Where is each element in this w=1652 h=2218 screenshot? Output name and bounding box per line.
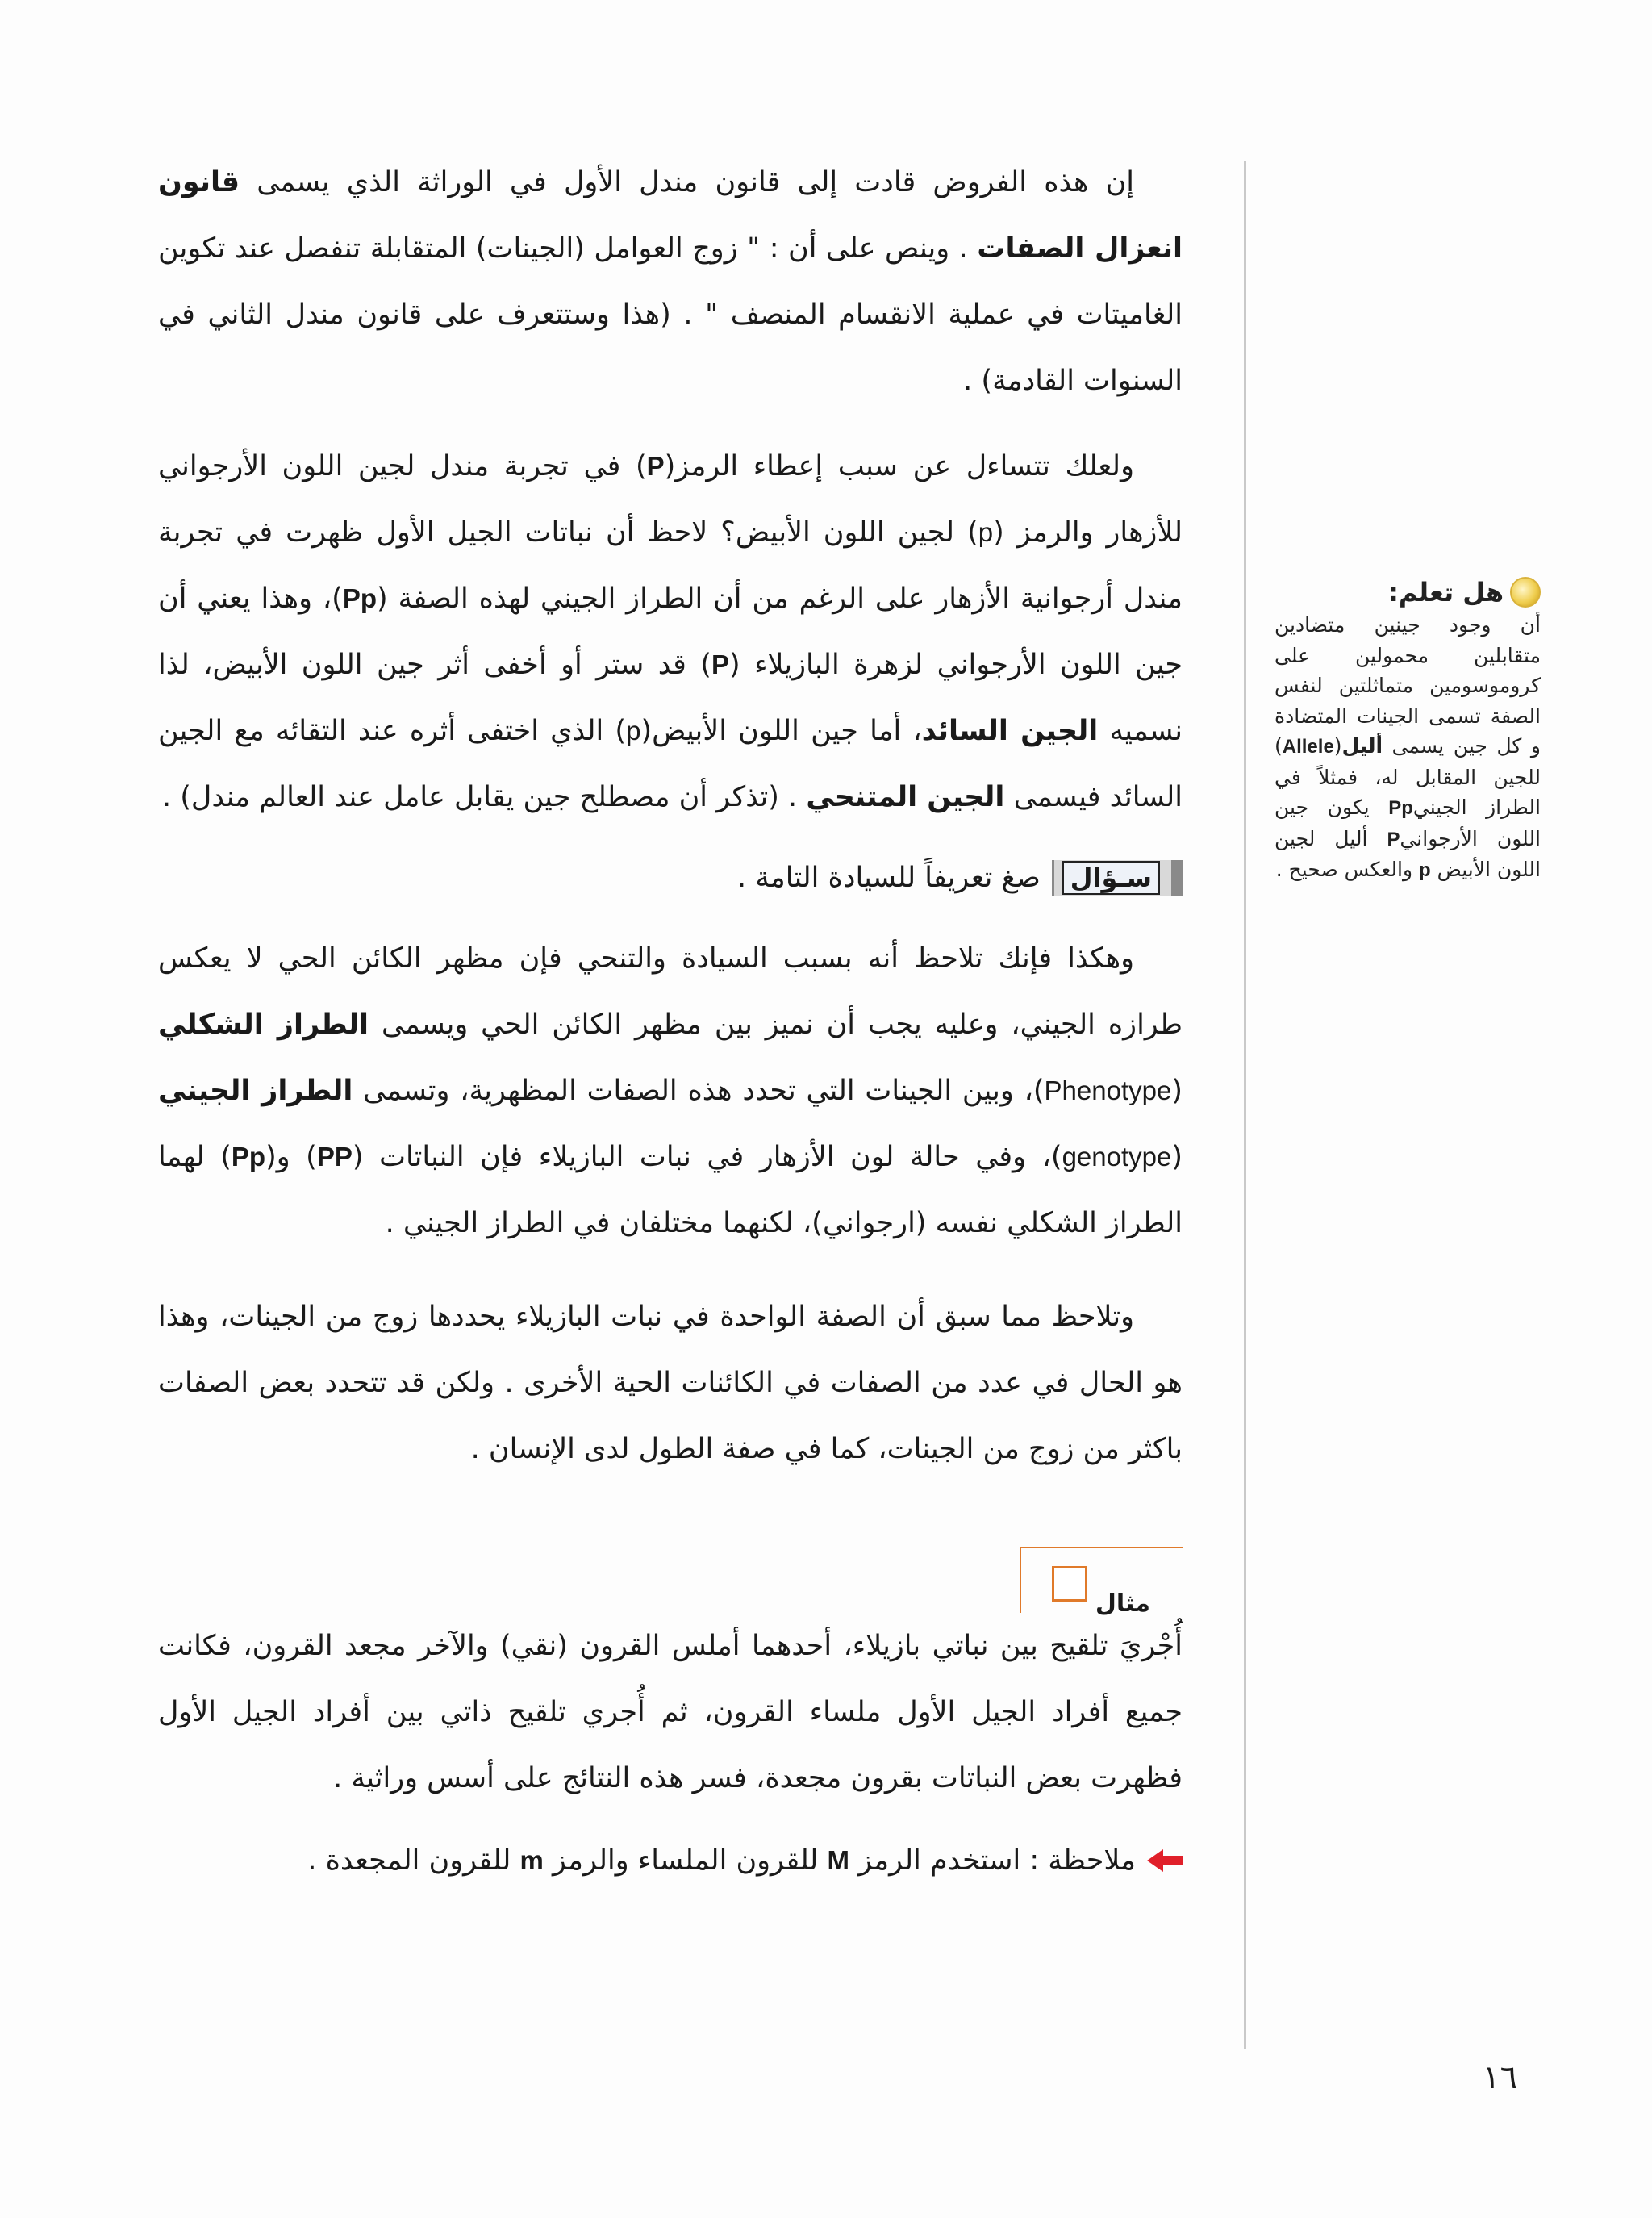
text-run: ) قد ستر أو أخفى أثر جين اللون الأبيض، لذا نسميه: [158, 649, 1183, 747]
question-label: سـؤال: [1062, 861, 1160, 895]
latin-term: P: [711, 650, 729, 679]
text-run: ) لجين اللون الأبيض؟ لاحظ أن نباتات الجيل الأول ظهرت في تجربة مندل أرجوانية الأزهار على الرغم من أن الطراز الجيني لهذه الصفة (: [158, 516, 1183, 615]
latin-term: Allele: [1282, 736, 1334, 758]
text-run: للقرون الملساء والرمز: [543, 1844, 828, 1877]
bold-term: الطراز الشكلي: [158, 1009, 369, 1041]
text-run: يكون جين اللون الأرجواني: [1274, 796, 1541, 850]
text-run: (: [1333, 734, 1342, 758]
latin-term: genotype: [1062, 1142, 1172, 1172]
bold-term: قانون انعزال الصفات: [158, 166, 1183, 265]
text-run: أن وجود جينين متضادين متقابلين محمولين على كروموسومين متماثلتين لنفس الصفة تسمى الجينات المتضادة و كل جين يسمى: [1274, 613, 1541, 758]
text-run: ولعلك تتساءل عن سبب إعطاء الرمز(: [664, 450, 1134, 482]
text-run: . وينص على أن : " زوج العوامل (الجينات) المتقابلة تنفصل عند تكوين الغاميتات في عملية الانقسام المنصف " . (هذا وستتعرف على قانون مندل الثاني في السنوات القادمة) .: [158, 232, 1183, 397]
paragraph-dominant-recessive: [158, 433, 1183, 830]
lightbulb-icon: [1510, 577, 1541, 608]
text-run: ) في تجربة مندل لجين اللون الأرجواني للأزهار والرمز (: [158, 450, 1183, 549]
bold-term: أليل: [1341, 734, 1383, 758]
text-run: أليل لجين اللون الأبيض: [1274, 826, 1541, 881]
left-arrow-icon: [1147, 1849, 1183, 1872]
text-run: )، وفي حالة لون الأزهار في نبات البازيلاء فإن النباتات (: [352, 1141, 1062, 1173]
bold-term: الجين المتنحي: [806, 781, 1005, 813]
latin-term: P: [646, 451, 665, 481]
paragraph-gene-pairs: [158, 1284, 1183, 1482]
did-you-know-sidebar: [1274, 574, 1541, 886]
latin-term: p: [1418, 859, 1431, 881]
sidebar-text: [1274, 610, 1541, 886]
text-run: ) و(: [265, 1141, 317, 1173]
bold-term: الطراز الجيني: [158, 1075, 353, 1107]
square-marker-icon: [1052, 1566, 1087, 1602]
text-run: والعكس صحيح .: [1275, 858, 1419, 881]
page-number: ١٦: [1483, 2059, 1517, 2096]
latin-term: Pp: [342, 583, 378, 613]
latin-term: Pp: [231, 1142, 266, 1172]
text-run: )، وهذا يعني أن جين اللون الأرجواني لزهرة البازيلاء (: [158, 583, 1183, 681]
latin-term: Pp: [1388, 797, 1413, 819]
question-label-box: [1052, 860, 1183, 896]
question-text: صغ تعريفاً للسيادة التامة .: [737, 862, 1041, 894]
example-text: أُجْريَ تلقيح بين نباتي بازيلاء، أحدهما أملس القرون (نقي) والآخر مجعد القرون، فكانت جميع أفراد الجيل الأول ملساء القرون، ثم أُجري تلقيح ذاتي بين أفراد الجيل الأول فظهرت بعض النباتات بقرون مجعدة، فسر هذه النتائج على أسس وراثية .: [158, 1630, 1183, 1794]
text-run: ) لهما الطراز الشكلي نفسه (ارجواني)، لكنهما مختلفان في الطراز الجيني .: [158, 1141, 1183, 1239]
latin-term: p: [626, 716, 641, 746]
text-run: ملاحظة : استخدم الرمز: [849, 1844, 1136, 1877]
sidebar-title: هل تعلم:: [1388, 577, 1504, 608]
text-run: ) الذي اختفى أثره عند التقائه مع الجين السائد فيسمى: [158, 715, 1183, 813]
example-header: [1020, 1547, 1183, 1618]
example-label: مثال: [1095, 1589, 1150, 1618]
note-line: [158, 1827, 1183, 1894]
text-run: (: [1171, 1075, 1183, 1107]
paragraph-phenotype-genotype: [158, 925, 1183, 1256]
text-run: )، وبين الجينات التي تحدد هذه الصفات المظهرية، وتسمى: [353, 1075, 1045, 1107]
latin-term: Phenotype: [1044, 1076, 1172, 1105]
column-divider: [1244, 161, 1246, 2049]
latin-term: M: [827, 1845, 849, 1875]
text-run: (: [1171, 1141, 1183, 1173]
text-run: وهكذا فإنك تلاحظ أنه بسبب السيادة والتنحي فإن مظهر الكائن الحي لا يعكس طرازه الجيني، وعليه يجب أن نميز بين مظهر الكائن الحي ويسمى: [158, 942, 1183, 1041]
latin-term: P: [1387, 828, 1400, 850]
latin-term: PP: [316, 1142, 353, 1172]
latin-term: m: [519, 1845, 544, 1875]
text-run: . (تذكر أن مصطلح جين يقابل عامل عند العالم مندل) .: [162, 781, 807, 813]
sidebar-title-row: [1274, 574, 1541, 610]
paragraph-mendel-first-law: [158, 149, 1183, 414]
note-text: [307, 1827, 1136, 1894]
text-run: إن هذه الفروض قادت إلى قانون مندل الأول في الوراثة الذي يسمى: [240, 166, 1134, 198]
bold-term: الجين السائد: [921, 715, 1099, 747]
text-run: وتلاحظ مما سبق أن الصفة الواحدة في نبات البازيلاء يحددها زوج من الجينات، وهذا هو الحال في عدد من الصفات في الكائنات الحية الأخرى . ولكن قد تتحدد بعض الصفات باكثر من زوج من الجينات، كما في صفة الطول لدى الإنسان .: [158, 1301, 1183, 1465]
main-column: [158, 149, 1183, 1894]
text-run: ) للجين المقابل له، فمثلاً في الطراز الجيني: [1274, 734, 1541, 819]
text-run: للقرون المجعدة .: [307, 1844, 520, 1877]
question-block: [158, 850, 1183, 906]
latin-term: p: [978, 517, 994, 547]
text-run: ، أما جين اللون الأبيض(: [640, 715, 922, 747]
